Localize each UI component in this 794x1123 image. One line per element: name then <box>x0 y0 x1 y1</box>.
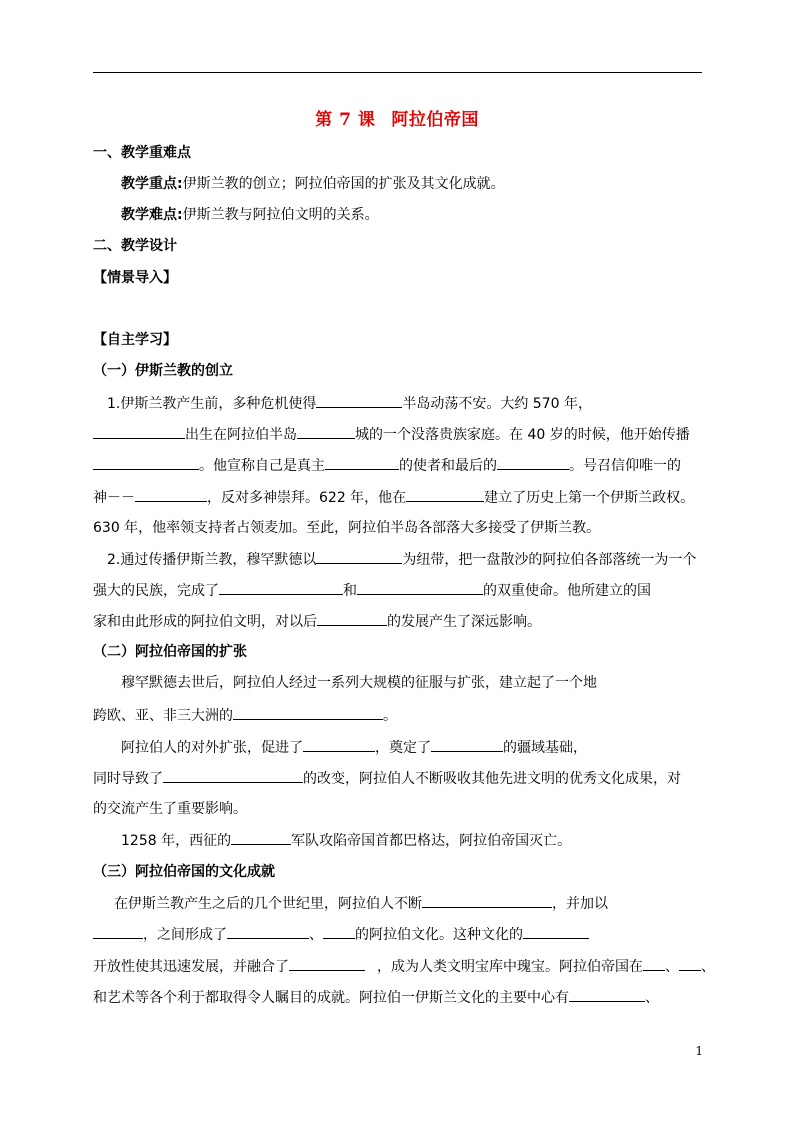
blank-field[interactable] <box>93 924 143 939</box>
blank-field[interactable] <box>523 924 589 939</box>
blank-field[interactable] <box>297 424 355 439</box>
blank-field[interactable] <box>219 580 343 595</box>
blank-field[interactable] <box>497 455 569 470</box>
part1-heading: （一）伊斯兰教的创立 <box>93 363 233 379</box>
part2-line3: 阿拉伯人的对外扩张，促进了 ，奠定了 的疆域基础， <box>121 737 587 758</box>
blank-field[interactable] <box>93 455 199 470</box>
page-title <box>0 105 794 130</box>
header-rule <box>93 72 702 73</box>
blank-field[interactable] <box>325 455 399 470</box>
blank-field[interactable] <box>317 611 387 626</box>
focus-text: 伊斯兰教的创立；阿拉伯帝国的扩张及其文化成就。 <box>182 176 505 192</box>
blank-field[interactable] <box>422 893 552 908</box>
difficulty-text: 伊斯兰教与阿拉伯文明的关系。 <box>182 207 379 223</box>
section2-heading: 二、教学设计 <box>93 238 177 254</box>
part3-line2: ，之间形成了 、 的阿拉伯文化。这种文化的 <box>93 924 589 945</box>
teaching-focus <box>121 174 505 194</box>
part1-line2: 出生在阿拉伯半岛 城的一个没落贵族家庭。在 40 岁的时候，他开始传播 <box>93 424 690 445</box>
part1-line6: 2.通过传播伊斯兰教，穆罕默德以 为纽带，把一盘散沙的阿拉伯各部落统一为一个 <box>107 549 696 570</box>
blank-field[interactable] <box>289 956 365 971</box>
part2-line4: 同时导致了 的改变，阿拉伯人不断吸收其他先进文明的优秀文化成果，对 <box>93 768 681 789</box>
title-name: 阿拉伯帝国 <box>391 110 479 130</box>
section1-heading: 一、教学重难点 <box>93 145 191 161</box>
self-study-label: 【自主学习】 <box>93 332 177 348</box>
part3-line3: 开放性使其迅速发展，并融合了 ，成为人类文明宝库中瑰宝。阿拉伯帝国在 、 、 <box>93 956 715 977</box>
part2-line6: 1258 年，西征的 军队攻陷帝国首都巴格达，阿拉伯帝国灭亡。 <box>121 830 571 851</box>
blank-field[interactable] <box>303 737 375 752</box>
part1-line3: 。他宣称自己是真主 的使者和最后的 。号召信仰唯一的 <box>93 455 681 476</box>
focus-label: 教学重点: <box>121 176 183 192</box>
part1-line1: 1.伊斯兰教产生前，多种危机使得 半岛动荡不安。大约 570 年， <box>107 393 592 414</box>
part3-line1: 在伊斯兰教产生之后的几个世纪里，阿拉伯人不断 ，并加以 <box>114 893 608 914</box>
part2-heading: （二）阿拉伯帝国的扩张 <box>93 644 247 660</box>
part1-line5: 630 年，他率领支持者占领麦加。至此，阿拉伯半岛各部落大多接受了伊斯兰教。 <box>93 520 601 536</box>
blank-field[interactable] <box>323 924 355 939</box>
blank-field[interactable] <box>569 987 645 1002</box>
part1-line4: 神－－ ，反对多神崇拜。622 年，他在 建立了历史上第一个伊斯兰政权。 <box>93 487 694 508</box>
title-lesson: 第 7 课 <box>315 110 376 130</box>
part1-line8: 家和由此形成的阿拉伯文明，对以后 的发展产生了深远影响。 <box>93 611 541 632</box>
intro-label: 【情景导入】 <box>93 270 177 286</box>
blank-field[interactable] <box>135 487 207 502</box>
part2-line1: 穆罕默德去世后，阿拉伯人经过一系列大规模的征服与扩张，建立起了一个地 <box>121 675 597 691</box>
blank-field[interactable] <box>227 924 309 939</box>
blank-field[interactable] <box>163 768 303 783</box>
blank-field[interactable] <box>93 424 185 439</box>
blank-field[interactable] <box>431 737 503 752</box>
blank-field[interactable] <box>231 830 291 845</box>
part3-heading: （三）阿拉伯帝国的文化成就 <box>93 864 275 880</box>
part3-line4: 和艺术等各个利于都取得令人瞩目的成就。阿拉伯一伊斯兰文化的主要中心有 、 <box>93 987 659 1008</box>
part1-line7: 强大的民族，完成了 和 的双重使命。他所建立的国 <box>93 580 651 601</box>
teaching-difficulty <box>121 205 379 225</box>
page-number: 1 <box>695 1044 703 1058</box>
blank-field[interactable] <box>643 956 665 971</box>
part2-line5: 的交流产生了重要影响。 <box>93 801 247 817</box>
part2-line2: 跨欧、亚、非三大洲的 。 <box>93 705 397 726</box>
blank-field[interactable] <box>316 393 402 408</box>
blank-field[interactable] <box>357 580 483 595</box>
blank-field[interactable] <box>679 956 701 971</box>
difficulty-label: 教学难点: <box>121 207 183 223</box>
blank-field[interactable] <box>316 549 402 564</box>
blank-field[interactable] <box>233 705 383 720</box>
blank-field[interactable] <box>406 487 484 502</box>
